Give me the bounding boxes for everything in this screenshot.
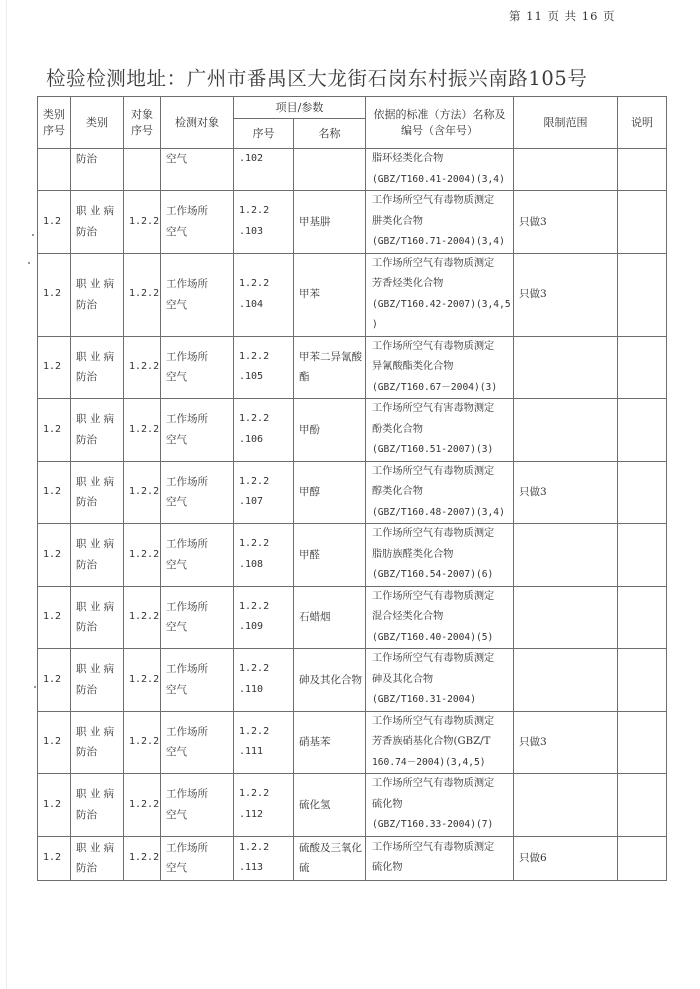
cell-standard: [366, 253, 514, 336]
object-line: 空气: [166, 225, 187, 238]
table-row: [38, 253, 667, 336]
category-line: 防治: [76, 683, 97, 696]
standard-code: (GBZ/T160.33-2004)(7): [372, 819, 494, 830]
header-limit: 限制范围: [514, 97, 618, 149]
scan-edge: [6, 0, 7, 989]
cell-limit: [514, 149, 618, 191]
cell-limit: 只做3: [514, 253, 618, 336]
category-line: 职 业 病: [76, 205, 115, 218]
category-line: 职 业 病: [76, 350, 115, 363]
cell-category-no: 1.2: [38, 191, 71, 254]
cell-item-no: [234, 524, 294, 587]
cell-item-no: .102: [234, 149, 294, 191]
cell-standard: [366, 836, 514, 880]
cell-limit: [514, 649, 618, 712]
object-line: 空气: [166, 808, 187, 821]
cell-test-object: [161, 191, 234, 254]
object-line: 空气: [166, 558, 187, 571]
header-note: 说明: [618, 97, 667, 149]
cell-item-name: 甲醇: [294, 461, 366, 524]
standard-line: 肼类化合物: [372, 215, 423, 227]
item-no-line: 1.2.2: [239, 725, 270, 737]
standard-line: 工作场所空气有毒物质测定: [372, 465, 495, 477]
object-line: 工作场所: [166, 788, 208, 801]
cell-limit: [514, 399, 618, 462]
cell-category: [71, 336, 124, 399]
standard-line: 混合烃类化合物: [372, 611, 444, 622]
item-no-line: .112: [239, 808, 264, 820]
cell-item-name: 硫化氢: [294, 774, 366, 837]
standard-line: 工作场所空气有毒物质测定: [372, 340, 495, 352]
cell-item-no: [234, 836, 294, 880]
cell-limit: [514, 524, 618, 587]
object-line: 工作场所: [166, 841, 208, 854]
cell-note: [618, 586, 667, 649]
cell-item-name: 石蜡烟: [294, 586, 366, 649]
cell-note: [618, 149, 667, 191]
cell-standard: [366, 336, 514, 399]
cell-limit: 只做3: [514, 461, 618, 524]
cell-item-name: 硝基苯: [294, 711, 366, 774]
cell-limit: 只做3: [514, 191, 618, 254]
object-line: 空气: [166, 496, 187, 509]
cell-note: [618, 774, 667, 837]
table-row: [38, 649, 667, 712]
category-line: 防治: [76, 862, 97, 874]
cell-category-no: 1.2: [38, 774, 71, 837]
cell-object-no: 1.2.2: [124, 336, 161, 399]
cell-note: [618, 399, 667, 462]
cell-category-no: 1.2: [38, 836, 71, 880]
cell-standard: [366, 649, 514, 712]
cell-test-object: [161, 774, 234, 837]
category-line: 职 业 病: [76, 278, 115, 290]
standard-line: 工作场所空气有害毒物测定: [372, 403, 495, 414]
cell-category-no: 1.2: [38, 524, 71, 587]
cell-standard: [366, 149, 514, 191]
table-row: [38, 399, 667, 462]
standard-code: (GBZ/T160.67－2004)(3): [372, 381, 498, 393]
cell-category: [71, 253, 124, 336]
cell-category: [71, 586, 124, 649]
cell-test-object: [161, 836, 234, 880]
cell-item-name: 甲酚: [294, 399, 366, 462]
header-category: 类别: [71, 97, 124, 149]
item-no-line: 1.2.2: [239, 413, 270, 425]
cell-item-name: 甲苯二异氰酸酯: [294, 336, 366, 399]
cell-item-no: [234, 649, 294, 712]
standard-code: (GBZ/T160.51-2007)(3): [372, 444, 494, 455]
cell-item-name: 硫酸及三氧化硫: [294, 836, 366, 880]
cell-item-no: [234, 461, 294, 524]
category-line: 职 业 病: [76, 538, 115, 551]
cell-note: [618, 711, 667, 774]
cell-test-object: [161, 524, 234, 587]
object-line: 工作场所: [166, 725, 208, 738]
category-line: 防治: [76, 558, 97, 571]
standard-code: (GBZ/T160.48-2007)(3,4): [372, 506, 505, 518]
item-no-line: 1.2.2: [239, 278, 270, 289]
object-line: 工作场所: [166, 663, 208, 676]
cell-item-no: [234, 253, 294, 336]
cell-object-no: 1.2.2: [124, 461, 161, 524]
standard-line: 工作场所空气有毒物质测定: [372, 195, 495, 206]
item-no-line: 1.2.2: [239, 538, 270, 550]
category-line: 职 业 病: [76, 413, 115, 426]
item-no-line: 1.2.2: [239, 475, 270, 487]
category-line: 职 业 病: [76, 475, 115, 488]
table-row: [38, 836, 667, 880]
cell-item-name: 甲苯: [294, 253, 366, 336]
cell-category: 防治: [71, 149, 124, 191]
cell-item-no: [234, 774, 294, 837]
item-no-line: .113: [239, 862, 264, 873]
category-line: 职 业 病: [76, 788, 115, 801]
object-line: 空气: [166, 621, 187, 634]
category-line: 防治: [76, 298, 97, 311]
category-line: 职 业 病: [76, 600, 115, 613]
item-no-line: .110: [239, 683, 264, 695]
standard-code: ): [372, 319, 378, 330]
table-row: [38, 586, 667, 649]
item-no-line: .103: [239, 225, 264, 237]
standard-code: (GBZ/T160.42-2007)(3,4,5: [372, 298, 511, 310]
object-line: 工作场所: [166, 205, 208, 218]
table-row: [38, 461, 667, 524]
table-row-continued: [38, 149, 667, 191]
category-line: 职 业 病: [76, 841, 115, 854]
standard-line: 脂环烃类化合物: [372, 153, 444, 164]
standard-line: 芳香族硝基化合物(GBZ/T: [372, 736, 491, 747]
header-category-no: 类别序号: [38, 97, 71, 149]
item-no-line: .104: [239, 298, 264, 310]
object-line: 空气: [166, 371, 187, 384]
category-line: 防治: [76, 621, 97, 634]
cell-object-no: 1.2.2: [124, 711, 161, 774]
header-item-param: 项目/参数: [234, 97, 366, 119]
header-object-no: 对象序号: [124, 97, 161, 149]
cell-item-no: [234, 399, 294, 462]
standard-code: (GBZ/T160.41-2004)(3,4): [372, 173, 505, 185]
standard-code: (GBZ/T160.71-2004)(3,4): [372, 236, 505, 247]
cell-category: [71, 191, 124, 254]
item-no-line: 1.2.2: [239, 841, 270, 853]
standard-line: 硫化物: [372, 798, 403, 810]
standard-line: 硫化物: [372, 862, 403, 873]
cell-object-no: [124, 149, 161, 191]
standard-line: 工作场所空气有毒物质测定: [372, 528, 495, 539]
cell-standard: [366, 711, 514, 774]
cell-note: [618, 191, 667, 254]
header-item-name: 名称: [294, 119, 366, 149]
object-line: 工作场所: [166, 350, 208, 363]
standard-line: 脂肪族醛类化合物: [372, 548, 454, 560]
item-no-line: 1.2.2: [239, 205, 270, 217]
item-no-line: .105: [239, 371, 264, 383]
cell-limit: 只做3: [514, 711, 618, 774]
object-line: 空气: [166, 746, 187, 759]
cell-standard: [366, 586, 514, 649]
cell-test-object: [161, 711, 234, 774]
cell-item-no: [234, 336, 294, 399]
cell-object-no: 1.2.2: [124, 399, 161, 462]
category-line: 防治: [76, 371, 97, 384]
cell-category-no: 1.2: [38, 253, 71, 336]
cell-category: [71, 461, 124, 524]
cell-item-no: [234, 191, 294, 254]
standard-line: 工作场所空气有毒物质测定: [372, 257, 495, 269]
cell-object-no: 1.2.2: [124, 586, 161, 649]
cell-note: [618, 836, 667, 880]
table-row: [38, 524, 667, 587]
cell-item-no: [234, 711, 294, 774]
object-line: 工作场所: [166, 413, 208, 426]
standard-line: 工作场所空气有毒物质测定: [372, 590, 495, 602]
cell-object-no: 1.2.2: [124, 836, 161, 880]
standard-line: 工作场所空气有毒物质测定: [372, 653, 495, 664]
standard-code: (GBZ/T160.31-2004): [372, 694, 476, 705]
category-line: 防治: [76, 433, 97, 446]
cell-test-object: [161, 586, 234, 649]
cell-item-name: 甲醛: [294, 524, 366, 587]
cell-object-no: 1.2.2: [124, 253, 161, 336]
cell-standard: [366, 524, 514, 587]
standard-code: (GBZ/T160.40-2004)(5): [372, 631, 494, 643]
scope-table: [37, 96, 667, 881]
item-no-line: 1.2.2: [239, 788, 270, 800]
cell-category: [71, 399, 124, 462]
cell-test-object: [161, 649, 234, 712]
cell-standard: [366, 774, 514, 837]
cell-category: [71, 836, 124, 880]
table-row: [38, 774, 667, 837]
cell-item-name: [294, 149, 366, 191]
item-no-line: .111: [239, 746, 264, 758]
cell-category-no: 1.2: [38, 336, 71, 399]
cell-object-no: 1.2.2: [124, 774, 161, 837]
category-line: 防治: [76, 225, 97, 238]
cell-limit: [514, 774, 618, 837]
table-row: [38, 191, 667, 254]
cell-category: [71, 774, 124, 837]
cell-category-no: 1.2: [38, 399, 71, 462]
cell-standard: [366, 399, 514, 462]
scan-speck: [28, 262, 30, 264]
category-line: 职 业 病: [76, 663, 115, 676]
cell-object-no: 1.2.2: [124, 524, 161, 587]
category-line: 职 业 病: [76, 725, 115, 738]
cell-category-no: 1.2: [38, 586, 71, 649]
item-no-line: .106: [239, 433, 264, 445]
cell-test-object: [161, 461, 234, 524]
cell-limit: [514, 586, 618, 649]
address-title: 检验检测地址：广州市番禺区大龙街石岗东村振兴南路105号: [46, 67, 588, 90]
object-line: 空气: [166, 683, 187, 696]
item-no-line: 1.2.2: [239, 350, 270, 362]
scan-speck: [34, 686, 36, 688]
cell-item-name: 甲基肼: [294, 191, 366, 254]
cell-note: [618, 649, 667, 712]
cell-category: [71, 711, 124, 774]
cell-object-no: 1.2.2: [124, 649, 161, 712]
cell-object-no: 1.2.2: [124, 191, 161, 254]
cell-item-name: 砷及其化合物: [294, 649, 366, 712]
cell-test-object: 空气: [161, 149, 234, 191]
cell-test-object: [161, 253, 234, 336]
standard-line: 工作场所空气有毒物质测定: [372, 841, 495, 853]
standard-code: (GBZ/T160.54-2007)(6): [372, 569, 494, 580]
item-no-line: 1.2.2: [239, 663, 270, 675]
standard-line: 工作场所空气有毒物质测定: [372, 778, 495, 789]
cell-category-no: 1.2: [38, 649, 71, 712]
cell-limit: 只做6: [514, 836, 618, 880]
category-line: 防治: [76, 808, 97, 821]
object-line: 工作场所: [166, 600, 208, 613]
header-standard: 依据的标准（方法）名称及编号（含年号）: [366, 97, 514, 149]
cell-category-no: 1.2: [38, 711, 71, 774]
standard-line: 砷及其化合物: [372, 673, 434, 685]
cell-note: [618, 524, 667, 587]
cell-test-object: [161, 399, 234, 462]
item-no-line: 1.2.2: [239, 600, 270, 612]
category-line: 防治: [76, 496, 97, 509]
page-indicator: 第 11 页 共 16 页: [509, 9, 616, 23]
cell-category: [71, 649, 124, 712]
standard-code: 160.74－2004)(3,4,5): [372, 756, 486, 768]
object-line: 空气: [166, 298, 187, 311]
item-no-line: .107: [239, 496, 264, 508]
cell-test-object: [161, 336, 234, 399]
standard-line: 醇类化合物: [372, 486, 423, 497]
scan-speck: [32, 234, 34, 236]
object-line: 工作场所: [166, 538, 208, 551]
standard-line: 异氰酸酯类化合物: [372, 361, 454, 372]
table-row: [38, 711, 667, 774]
object-line: 工作场所: [166, 278, 208, 290]
cell-category-no: [38, 149, 71, 191]
cell-note: [618, 336, 667, 399]
standard-line: 芳香烃类化合物: [372, 278, 444, 289]
item-no-line: .109: [239, 621, 264, 633]
header-item-no: 序号: [234, 119, 294, 149]
standard-line: 酚类化合物: [372, 423, 423, 435]
standard-line: 工作场所空气有毒物质测定: [372, 715, 495, 727]
cell-limit: [514, 336, 618, 399]
cell-standard: [366, 191, 514, 254]
cell-note: [618, 253, 667, 336]
cell-item-no: [234, 586, 294, 649]
header-test-object: 检测对象: [161, 97, 234, 149]
table-row: [38, 336, 667, 399]
category-line: 防治: [76, 746, 97, 759]
object-line: 空气: [166, 862, 187, 874]
cell-note: [618, 461, 667, 524]
cell-category: [71, 524, 124, 587]
object-line: 工作场所: [166, 475, 208, 488]
object-line: 空气: [166, 433, 187, 446]
cell-standard: [366, 461, 514, 524]
item-no-line: .108: [239, 558, 264, 570]
cell-category-no: 1.2: [38, 461, 71, 524]
